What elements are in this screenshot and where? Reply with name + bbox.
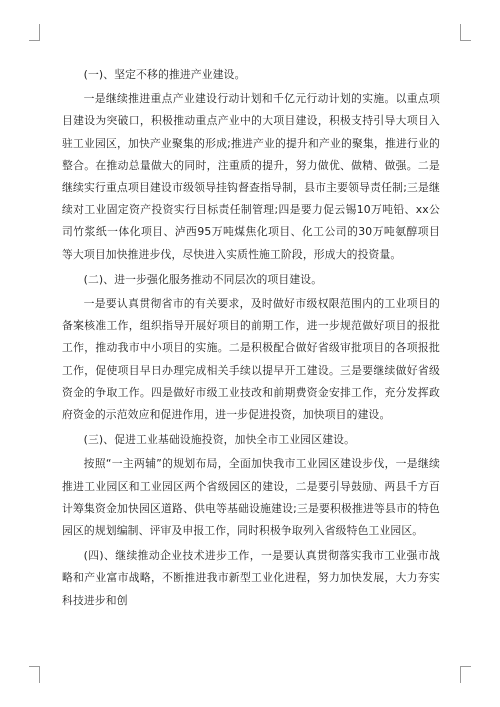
crop-mark-bottom-left bbox=[29, 666, 40, 683]
crop-mark-top-left bbox=[29, 24, 40, 41]
paragraph-2: 一是要认真贯彻省市的有关要求，及时做好市级权限范围内的工业项目的备案核准工作，组织指导开展好项目的前期工作，进一步规范做好项目的报批工作，推动我市中小项目的实施。二是积极配合做好省级审批项目的各项报批工作，促使项目早日办理完成相关手续以提早开工建设。三是要继续做好省级资金的争取工作。四是做好市级工业技改和前期费资金安排工作，充分发挥政府资金的示范效应和促进作用，进一步促进投资，加快项目的建设。 bbox=[62, 297, 440, 422]
document-body bbox=[62, 64, 440, 612]
paragraph-1: 一是继续推进重点产业建设行动计划和千亿元行动计划的实施。以重点项目建设为突破口，积极推动重点产业中的大项目建设，积极支持引导大项目入驻工业园区，加快产业聚集的形成;推进产业的提升和产业的聚集，推进行业的整合。在推动总量做大的同时，注重质的提升，努力做优、做精、做强。二是继续实行重点项目建设市级领导挂钩督查指导制，县市主要领导责任制;三是继续对工业固定资产投资实行目标责任制管理;四是要力促云锡10万吨铅、xx公司竹浆纸一体化项目、泸西95万吨煤焦化项目、化工公司的30万吨氨醇项目等大项目加快推进步伐，尽快进入实质性施工阶段，形成大的投资量。 bbox=[62, 92, 440, 261]
paragraph-3: 按照“一主两辅”的规划布局，全面加快我市工业园区建设步伐，一是继续推进工业园区和工业园区两个省级园区的建设，二是要引导鼓励、两县千方百计筹集资金加快园区道路、供电等基础设施建设;三是要积极推进等县市的特色园区的规划编制、评审及申报工作，同时积极争取列入省级特色工业园区。 bbox=[62, 457, 440, 538]
section-heading-4: (四)、继续推动企业技术进步工作，一是要认真贯彻落实我市工业强市战略和产业富市战略，不断推进我市新型工业化进程，努力加快发展，大力夯实科技进步和创 bbox=[62, 549, 440, 607]
crop-mark-top-right bbox=[460, 24, 471, 41]
crop-mark-bottom-right bbox=[460, 666, 471, 683]
section-heading-3: (三)、促进工业基础设施投资，加快全市工业园区建设。 bbox=[83, 433, 356, 447]
section-heading-1: (一)、坚定不移的推进产业建设。 bbox=[83, 68, 246, 81]
section-heading-2: (二)、进一步强化服务推动不同层次的项目建设。 bbox=[83, 272, 323, 286]
